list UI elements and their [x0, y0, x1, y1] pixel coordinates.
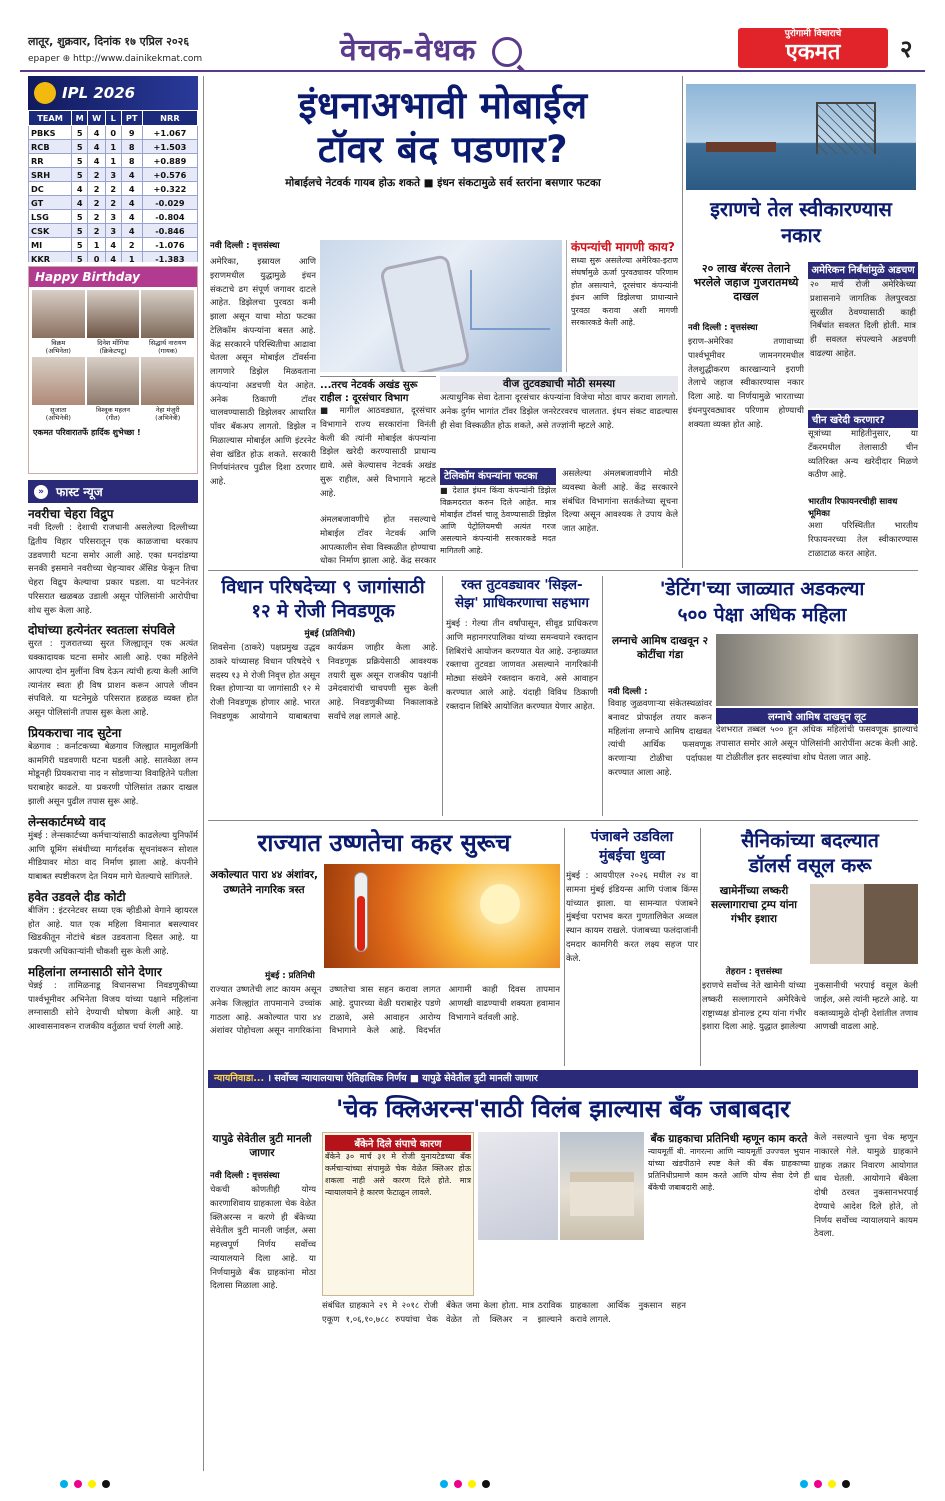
heat-byline: मुंबई : प्रतिनिधी: [265, 971, 315, 981]
demand-box-body: सध्या सुरू असलेल्या अमेरिका-इराण संघर्षामुळे ऊर्जा पुरवठ्यावर परिणाम होत असल्याने, दूरसंचार कंपन्यांनी इंधन आणि डिझेलचा प्राधान्याने पुरवठा करावा अशी मागणी सरकारकडे केली आहे.: [571, 256, 678, 327]
us-sanctions-body: २० मार्च रोजी अमेरिकेच्या प्रशासनाने जागतिक तेलपुरवठा सुरळीत ठेवण्यासाठी काही निर्बंधांत सवलत दिली होती. मात्र ही सवलत संपल्याने अडचणी वाढल्या आहेत.: [810, 280, 916, 359]
epaper-line: [28, 54, 202, 64]
ipl-cell: +0.576: [142, 168, 197, 182]
fast-news-body: मुंबई : लेन्सकार्टच्या कर्मचाऱ्यांसाठी काढलेल्या युनिफॉर्म आणि ग्रूमिंग संबंधीच्या मार्गदर्शक सूचनांवरून सोशल मीडियावर मोठा वाद निर्माण झाला आहे. कंपनीने याबाबत स्पष्टीकरण देत नियम मागे घेतल्याचे सांगितले.: [28, 830, 198, 883]
ipl-team-row: [29, 238, 198, 252]
fast-news-head: नवरीचा चेहरा विद्रुप: [28, 507, 114, 521]
birthday-photo: [141, 357, 194, 405]
birthday-box: [28, 266, 198, 474]
ipl-team-row: [29, 154, 198, 168]
ipl-team-row: [29, 252, 198, 263]
court-strip-label: न्यायनिवाडा...: [214, 1073, 265, 1084]
ipl-cell: 5: [72, 126, 88, 140]
ipl-cell: 4: [72, 182, 88, 196]
strike-box-body: बँकेने ३० मार्च ३१ मे रोजी युनायटेडच्या बँक कर्मचाऱ्यांच्या संपामुळे चेक वेळेत क्लिअर होऊ शकला नाही असे कारण दिले होते. मात्र न्यायालयाने हे कारण फेटाळून लावले.: [325, 1152, 471, 1197]
fast-news-item: [28, 622, 198, 721]
court-building-icon: [570, 1172, 634, 1216]
ipl-cell: 2: [88, 196, 106, 210]
birthday-person: [141, 290, 194, 355]
ipl-cell: -0.804: [142, 210, 197, 224]
ipl-cell: 3: [105, 210, 121, 224]
ipl-header: [28, 76, 198, 110]
birthday-name: विश्वूक महलन: [95, 406, 131, 414]
lead-subtitle: मोबाईलचे नेटवर्क गायब होऊ शकते ■ इंधन संकटामुळे सर्व स्तरांना बसणार फटका: [285, 177, 601, 189]
heat-body: राज्यात उष्णतेची लाट कायम असून अनेक जिल्ह्यांत तापमानाने उच्चांक गाठला आहे. अकोल्यात पारा ४४ अंशांवर पोहोचला असून नागरिकांना उष्णतेचा त्रास सहन करावा लागत आहे. दुपारच्या वेळी घराबाहेर पडणे टाळावे, असे आवाहन आरोग्य विभागाने केले आहे. विदर्भात आगामी काही दिवस तापमान आणखी वाढण्याची शक्यता हवामान विभागाने वर्तवली आहे.: [210, 985, 560, 1037]
ipl-cell: 5: [72, 252, 88, 263]
ipl-cell: 1: [105, 140, 121, 154]
ipl-logo-icon: [34, 82, 56, 104]
telecom-box-title: टेलिकॉम कंपन्यांना फटका: [440, 468, 556, 485]
fast-news-item: [28, 889, 198, 960]
vidhan-headline: विधान परिषदेच्या ९ जागांसाठी १२ मे रोजी निवडणूक: [221, 577, 425, 622]
ipl-cell: 4: [105, 238, 121, 252]
refiner-box-body: अशा परिस्थितीत भारतीय रिफायनरच्या तेल स्वीकारण्यास टाळाटाळ करत आहेत.: [808, 521, 918, 559]
ipl-cell: 0: [105, 126, 121, 140]
heat-headline: राज्यात उष्णतेचा कहर सुरूच: [257, 829, 511, 857]
ipl-cell: 4: [121, 224, 142, 238]
punjab-headline: पंजाबने उडविला मुंबईचा धुव्वा: [590, 829, 674, 864]
dating-headline: 'डेटिंग'च्या जाळ्यात अडकल्या ५०० पेक्षा अधिक महिला: [659, 578, 865, 626]
ipl-table-header: [29, 111, 198, 126]
fast-news-head: दोघांच्या हत्येनंतर स्वतःला संपविले: [28, 623, 175, 638]
fast-news-body: बीजिंग : इंटरनेटवर सध्या एक व्हीडीओ वेगाने व्हायरल होत आहे. यात एक महिला विमानात बसल्यावर खिडकीतून नोटांचे बंडल उडवताना दिसत आहे. या प्रकरणी अधिकाऱ्यांनी चौकशी सुरू केली आहे.: [28, 905, 198, 958]
lead-body: अमेरिका, इस्रायल आणि इराणमधील युद्धामुळे इंधन संकटाचे ढग संपूर्ण जगावर दाटले आहेत. डिझेलचा पुरवठा कमी झाला असून याचा मोठा फटका टेलिकॉम कंपन्यांना बसत आहे. केंद्र सरकारने परिस्थितीचा आढावा घेतला असून मोबाईल टॉवर्सना लागणारे डिझेल मिळवताना कंपन्यांना अडचणी येत आहेत. अनेक ठिकाणी टॉवर चालवण्यासाठी डिझेलवर आधारित पॉवर बॅकअप लागतो. डिझेल न मिळाल्यास मोबाईल आणि इंटरनेट सेवा खंडित होऊ शकते. सरकारी निर्णयांनंतरच पुढील दिशा ठरणार आहे.: [210, 257, 316, 488]
epaper-url[interactable]: http://www.dainikekmat.com: [73, 54, 203, 64]
ipl-cell: 5: [72, 210, 88, 224]
fast-news-head: लेन्सकार्टमध्ये वाद: [28, 814, 106, 829]
soldier-sub: खामेनींच्या लष्करी सल्लागाराचा ट्रम्प यांना गंभीर इशारा: [711, 885, 797, 925]
china-box-body: सूत्रांच्या माहितीनुसार, या टँकरमधील तेलासाठी चीन व्यतिरिक्त अन्य खरेदीदार मिळणे कठीण आहे.: [808, 429, 918, 481]
ipl-cell: 2: [88, 210, 106, 224]
chart-graphic-icon: [470, 270, 550, 330]
telecom-box: [440, 468, 556, 566]
fast-news-head: महिलांना लग्नासाठी सोने देणार: [28, 964, 162, 979]
sun-icon: [480, 884, 520, 924]
ipl-cell: 4: [88, 140, 106, 154]
china-box-title: चीन खरेदी करणार?: [808, 410, 918, 428]
birthday-role: (क्रिकेटपटू): [99, 347, 127, 355]
fast-news: [28, 480, 198, 1470]
dating-body-1: विवाह जुळवणाऱ्या संकेतस्थळांवर बनावट प्रोफाईल तयार करून महिलांना लग्नाचे आमिष दाखवत त्यांची आर्थिक फसवणूक करणाऱ्या टोळीचा पर्दाफाश करण्यात आला आहे.: [608, 699, 712, 778]
ipl-cell: 4: [72, 196, 88, 210]
arrest-photo: [716, 634, 918, 706]
birthday-name: विक्रम: [51, 339, 66, 347]
chevron-icon: »: [34, 485, 48, 499]
birthday-photo: [32, 357, 85, 405]
soldier-body: इराणचे सर्वोच्च नेते खामेनी यांच्या लष्करी सल्लागाराने अमेरिकेचे राष्ट्राध्यक्ष डोनाल्ड ट्रम्प यांना गंभीर इशारा दिला आहे. युद्धात झालेल्या नुकसानीची भरपाई वसूल केली जाईल, असे त्यांनी म्हटले आहे. या वक्तव्यामुळे दोन्ही देशांतील तणाव आणखी वाढला आहे.: [702, 981, 918, 1033]
ipl-cell: 1: [105, 154, 121, 168]
ipl-cell: 2: [88, 168, 106, 182]
ipl-cell: 1: [88, 238, 106, 252]
ipl-cell: PBKS: [29, 126, 72, 140]
birthday-person: [32, 290, 85, 355]
fast-news-body: चेन्नई : तामिळनाडू विधानसभा निवडणुकीच्या पार्श्वभूमीवर अभिनेता विजय यांच्या पक्षाने महिलांना लग्नासाठी सोने देण्याची घोषणा केली आहे. या आश्वासनावरून राजकीय वर्तुळात चर्चा रंगली आहे.: [28, 980, 198, 1033]
power-box-title: वीज तुटवड्याची मोठी समस्या: [440, 376, 678, 392]
phone-icon: [379, 254, 471, 372]
agent-box: [648, 1132, 810, 1296]
cheque-body-right: केले नसल्याने चुना चेक म्हणून नाकारले गेले. यामुळे ग्राहकाने ग्राहक तक्रार निवारण आयोगात धाव घेतली. आयोगाने बँकेला दोषी ठरवत नुकसानभरपाई देण्याचे आदेश दिले होते, तो निर्णय सर्वोच्च न्यायालयाने कायम ठेवला.: [814, 1133, 918, 1240]
ipl-team-row: [29, 210, 198, 224]
refiner-box: [808, 496, 918, 566]
thermometer-icon: [354, 872, 368, 952]
birthday-role: (गीत): [105, 414, 121, 422]
birthday-role: (अभिनेत्री): [155, 414, 181, 422]
iran-body: इराण-अमेरिका तणावाच्या पार्श्वभूमीवर जामनगरमधील तेलशुद्धीकरण कारखान्याने इराणी तेलाचे जहाज स्वीकारण्यास नकार दिला आहे. या निर्णयामुळे भारताच्या इंधनपुरवठ्यावर परिणाम होण्याची शक्यता व्यक्त होत आहे.: [688, 337, 804, 430]
demand-box-title: कंपन्यांची मागणी काय?: [571, 240, 675, 254]
fast-news-item: [28, 725, 198, 810]
ipl-team-row: [29, 224, 198, 238]
masthead: [0, 0, 945, 72]
ipl-cell: 4: [121, 210, 142, 224]
ipl-cell: 0: [88, 252, 106, 263]
iran-sub: २० लाख बॅरल्स तेलाने भरलेले जहाज गुजरातमध्ये दाखल: [693, 262, 799, 303]
fast-news-head: प्रियकराचा नाद सुटेना: [28, 725, 122, 740]
birthday-name: दिनेश मोंगिया: [97, 339, 129, 347]
leaders-photo: [810, 884, 918, 964]
birthday-photo: [87, 290, 140, 338]
globe-icon: ⊕: [62, 54, 71, 64]
lead-headline: इंधनाअभावी मोबाईल टॉवर बंद पडणार?: [298, 84, 588, 171]
ipl-cell: 5: [72, 224, 88, 238]
punjab-body: मुंबई : आयपीएल २०२६ मधील २४ वा सामना मुंबई इंडियन्स आणि पंजाब किंग्स यांच्यात झाला. या सामन्यात पंजाबने मुंबईचा पराभव करत गुणतालिकेत अव्वल स्थान कायम राखले. पंजाबच्या फलंदाजांनी दमदार कामगिरी करत लक्ष्य सहज पार केले.: [566, 871, 698, 964]
ipl-cell: 5: [72, 238, 88, 252]
ipl-points-table: [28, 76, 198, 262]
fast-news-body: बेळगाव : कर्नाटकच्या बेळगाव जिल्ह्यात मामुलकिंगी कामगिरी घडवणारी घटना घडली आहे. सातवेळा लग्न मोडूनही प्रियकराचा नाद न सोडणाऱ्या विवाहितेने पतीला घराबाहेर काढले. या प्रकरणी पोलिसांत तक्रार दाखल झाली असून पुढील तपास सुरू आहे.: [28, 741, 198, 808]
ipl-cell: 4: [88, 154, 106, 168]
iran-headline: इराणचे तेल स्वीकारण्यास नकार: [710, 197, 892, 247]
dot-box-body: ■ मागील आठवड्यात, दूरसंचार विभागाने राज्य सरकारांना विनंती केली की त्यांनी मोबाईल कंपन्यांना डिझेल खरेदी करण्यासाठी प्राधान्य द्यावे. असे केल्यासच नेटवर्क अखंड सुरू राहील, असे विभागाने म्हटले आहे.: [320, 406, 436, 499]
birthday-name: सिद्धार्थ नारायण: [149, 339, 187, 347]
birthday-name: नेहा मंजुरी: [155, 406, 180, 414]
birthday-role: (अभिनेत्री): [45, 414, 71, 422]
ipl-team-row: [29, 182, 198, 196]
epaper-label: epaper: [28, 54, 60, 64]
ipl-col-header: W: [88, 111, 106, 126]
birthday-person: [32, 357, 85, 422]
paper-logo: पुरोगामी विचाराचे एकमत: [738, 28, 888, 68]
ipl-cell: 2: [88, 224, 106, 238]
birthday-name: सुजाता: [50, 406, 67, 414]
ipl-col-header: M: [72, 111, 88, 126]
ipl-cell: 4: [105, 252, 121, 263]
dating-sub: लग्नाचे आमिष दाखवून २ कोटींचा गंडा: [611, 635, 709, 661]
court-strip: [208, 1070, 918, 1088]
fast-news-header: » फास्ट न्यूज: [28, 480, 198, 503]
ipl-cell: 9: [121, 126, 142, 140]
power-box-body: अत्याधुनिक सेवा देताना दूरसंचार कंपन्यांना विजेचा मोठा वापर करावा लागतो. अनेक दुर्गम भागांत टॉवर डिझेल जनरेटरवरच चालतात. इंधन संकट वाढल्यास ही सेवा विस्कळीत होऊ शकते, असे तज्ज्ञांनी म्हटले आहे.: [440, 393, 678, 431]
china-box: [808, 410, 918, 494]
ipl-col-header: L: [105, 111, 121, 126]
date-line: लातूर, शुक्रवार, दिनांक १७ एप्रिल २०२६: [28, 35, 190, 48]
lead-mid-body: अंमलबजावणीचे होत नसल्याचे मोबाईल टॉवर नेटवर्क आणि आपत्कालीन सेवा विस्कळीत होण्याचा धोका निर्माण झाला आहे. केंद्र सरकार: [320, 515, 436, 567]
ipl-cell: CSK: [29, 224, 72, 238]
fast-news-body: सुरत : गुजरातच्या सुरत जिल्ह्यातून एक अत्यंत धक्कादायक घटना समोर आली आहे. एका महिलेने आपल्या दोन मुलींना विष देऊन त्यांची हत्या केली आणि त्यानंतर स्वतः ही विष प्राशन करून आपले जीवन संपविले. या घटनेमुळे परिसरात हळहळ व्यक्त होत असून पोलिसांनी तपास सुरू केला आहे.: [28, 639, 198, 719]
us-sanctions-title: अमेरिकन निर्बंधांमुळे अडचण: [808, 262, 918, 279]
iran-byline: नवी दिल्ली : वृत्तसंस्था: [688, 323, 758, 333]
cheque-body: चेकची कोणतीही योग्य कारणाशिवाय ग्राहकाला चेक वेळेत क्लिअरन्स न करणे ही बँकेच्या सेवेतील त्रुटी मानली जाईल, असा महत्त्वपूर्ण निर्णय सर्वोच्च न्यायालयाने दिला आहे. या निर्णयामुळे बँक ग्राहकांना मोठा दिलासा मिळाला आहे.: [210, 1185, 316, 1292]
cheque-image: [478, 1132, 558, 1240]
cheque-sub: यापुढे सेवेतील त्रुटी मानली जाणार: [212, 1133, 312, 1159]
lead-phone-image: [320, 240, 562, 372]
birthday-photo: [141, 290, 194, 338]
ipl-cell: -0.029: [142, 196, 197, 210]
ipl-cell: -1.076: [142, 238, 197, 252]
ipl-cell: 8: [121, 154, 142, 168]
lead-byline: नवी दिल्ली : वृत्तसंस्था: [210, 241, 280, 251]
tanker-icon: [706, 142, 776, 152]
ipl-col-header: PT: [121, 111, 142, 126]
fast-news-head: हवेत उडवले दीड कोटी: [28, 889, 126, 904]
fast-news-item: [28, 506, 198, 618]
lead-tail-body: असलेल्या अंमलबजावणीने मोठी व्यवस्था केली आहे. केंद्र सरकारने संबंधित विभागांना सतर्कतेच्या सूचना दिल्या असून आवश्यक ते उपाय केले जात आहेत.: [562, 469, 678, 535]
ipl-cell: GT: [29, 196, 72, 210]
ipl-cell: 2: [121, 238, 142, 252]
power-box: [440, 376, 678, 466]
ipl-cell: +1.503: [142, 140, 197, 154]
ipl-cell: 4: [121, 182, 142, 196]
ipl-table: [28, 110, 198, 262]
cheque-headline: 'चेक क्लिअरन्स'साठी विलंब झाल्यास बँक जबाबदार: [336, 1095, 790, 1123]
agent-box-body: न्यायमूर्ती बी. नागरत्ना आणि न्यायमूर्ती उज्ज्वल भुयान यांच्या खंडपीठाने स्पष्ट केले की बँक ग्राहकाच्या प्रतिनिधीप्रमाणे काम करते आणि योग्य सेवा देणे ही बँकेची जबाबदारी आहे.: [648, 1147, 810, 1192]
birthday-title: Happy Birthday: [29, 267, 197, 287]
ipl-col-header: TEAM: [29, 111, 72, 126]
ipl-cell: 2: [105, 196, 121, 210]
dating-body-2: देशभरात तब्बल ५०० हून अधिक महिलांची फसवणूक झाल्याचे तपासात समोर आले असून पोलिसांनी आरोपींना अटक केली आहे. या टोळीतील इतर सदस्यांचा शोध घेतला जात आहे.: [716, 725, 918, 763]
ipl-cell: 2: [105, 182, 121, 196]
ipl-cell: +0.322: [142, 182, 197, 196]
dot-box-title: ...तरच नेटवर्क अखंड सुरू राहील : दूरसंचार विभाग: [320, 380, 418, 404]
dating-byline: नवी दिल्ली :: [608, 687, 648, 697]
ipl-cell: +1.067: [142, 126, 197, 140]
ipl-cell: 3: [105, 168, 121, 182]
ipl-team-row: [29, 140, 198, 154]
birthday-person: [141, 357, 194, 422]
ipl-cell: 5: [72, 168, 88, 182]
arrest-caption: लग्नाचे आमिष दाखवून लूट: [716, 708, 918, 724]
ipl-cell: 3: [105, 224, 121, 238]
ipl-cell: RCB: [29, 140, 72, 154]
ipl-table-body: [29, 126, 198, 263]
blood-headline: रक्त तुटवड्यावर 'सिझ्ल- सेझ' प्राधिकरणाचा सहभाग: [455, 577, 589, 611]
agent-box-title: बँक ग्राहकाचा प्रतिनिधी म्हणून काम करते: [650, 1133, 808, 1145]
vidhan-byline: मुंबई (प्रतिनिधी): [304, 629, 356, 639]
birthday-person: [87, 290, 140, 355]
birthday-wish: एकमत परिवारातर्फे हार्दिक शुभेच्छा !: [33, 428, 141, 437]
demand-box: [566, 240, 678, 372]
ipl-cell: MI: [29, 238, 72, 252]
birthday-photo: [87, 357, 140, 405]
thermometer-image: [324, 864, 560, 968]
heat-sub: अकोल्यात पारा ४४ अंशांवर, उष्णतेने नागरिक त्रस्त: [210, 869, 318, 896]
strike-box-title: बँकेने दिले संपाचे कारण: [325, 1135, 471, 1151]
ipl-cell: 4: [121, 168, 142, 182]
blood-body: मुंबई : गेल्या तीन वर्षांपासून, सीवूड प्राधिकरण आणि महानगरपालिका यांच्या समन्वयाने रक्तदान शिबिरांचे आयोजन करण्यात येत आहे. उन्हाळ्यात रक्ताचा तुटवडा जाणवत असल्याने नागरिकांनी मोठ्या संख्येने रक्तदान करावे, असे आवाहन करण्यात आले आहे. यंदाही विविध ठिकाणी रक्तदान शिबिरे आयोजित करण्यात येणार आहेत.: [446, 619, 598, 712]
print-registration-marks: [0, 1474, 945, 1501]
ipl-cell: -1.383: [142, 252, 197, 263]
fast-news-item: [28, 814, 198, 885]
soldier-headline: सैनिकांच्या बदल्यात डॉलर्स वसूल करू: [741, 829, 879, 877]
birthday-person: [87, 357, 140, 422]
ipl-cell: LSG: [29, 210, 72, 224]
oil-rig-image: [686, 84, 916, 190]
ipl-cell: 2: [88, 182, 106, 196]
ipl-cell: 4: [88, 126, 106, 140]
ipl-cell: 5: [72, 154, 88, 168]
fast-news-list: [28, 503, 198, 1035]
court-strip-text: । सर्वोच्च न्यायालयाचा ऐतिहासिक निर्णय ■ यापुढे सेवेतील त्रुटी मानली जाणार: [267, 1073, 538, 1084]
vidhan-body: शिवसेना (ठाकरे) पक्षप्रमुख उद्धव ठाकरे यांच्यासह विधान परिषदेचे ९ सदस्य १३ मे रोजी निवृत्त होत असून रिक्त होणाऱ्या या जागांसाठी १२ मे रोजी निवडणूक होणार आहे. भारत निवडणूक आयोगाने याबाबतचा कार्यक्रम जाहीर केला आहे. निवडणूक प्रक्रियेसाठी आवश्यक तयारी सुरू असून राजकीय पक्षांनी उमेदवारांची चाचपणी सुरू केली आहे. निवडणुकीच्या निकालाकडे सर्वांचे लक्ष लागले आहे.: [210, 643, 438, 722]
ipl-team-row: [29, 126, 198, 140]
ipl-team-row: [29, 168, 198, 182]
cheque-body-mid: संबंधित ग्राहकाने २९ मे २०१८ रोजी एकूण १,०६,१०,७८८ रुपयांचा चेक बँकेत जमा केला होता. मात्र ठराविक वेळेत तो क्लिअर न झाल्याने ग्राहकाला आर्थिक नुकसान सहन करावे लागले.: [322, 1301, 686, 1325]
birthday-photo: [32, 290, 85, 338]
us-sanctions-box: [808, 262, 918, 408]
birthday-role: (गायक): [158, 347, 178, 355]
strike-box: [322, 1132, 474, 1296]
magnifier-icon: [492, 37, 522, 67]
section-title: वेचक-वेधक: [340, 28, 522, 69]
ipl-cell: 4: [121, 196, 142, 210]
fast-news-body: नवी दिल्ली : देशाची राजधानी असलेल्या दिल्लीच्या द्वितीय विहार परिसरातून एक काळजाचा थरकाप उडवणारी घटना समोर आली आहे. एका धनदांडग्या सनकी इसमाने नवरीच्या चेहऱ्यावर ॲसिड फेकून तिचा चेहरा विद्रुप केल्याचा प्रकार घडला. या घटनेनंतर परिसरात खळबळ उडाली असून पोलिसांनी आरोपीचा शोध सुरू केला आहे.: [28, 523, 198, 616]
ipl-cell: RR: [29, 154, 72, 168]
soldier-byline: तेहरान : वृत्तसंस्था: [725, 967, 783, 977]
ipl-team-row: [29, 196, 198, 210]
birthday-grid: [29, 287, 197, 425]
supreme-court-image: [560, 1132, 644, 1240]
ipl-col-header: NRR: [142, 111, 197, 126]
telecom-box-body: ■ देशात इंधन किंवा कंपन्यांनी डिझेल विक्रमदरात करुन दिले आहेत. मात्र मोबाईल टॉवर्स चालू ठेवण्यासाठी डिझेल आणि पेट्रोलियमची अत्यंत गरज असल्याने कंपन्यांनी सरकारकडे मदत मागितली आहे.: [440, 486, 556, 555]
ipl-cell: KKR: [29, 252, 72, 263]
page-number: २: [900, 35, 913, 63]
ipl-cell: 1: [121, 252, 142, 263]
oil-rig-icon: [816, 102, 876, 154]
birthday-role: (अभिनेता): [45, 347, 71, 355]
fast-news-item: [28, 964, 198, 1035]
ipl-cell: -0.846: [142, 224, 197, 238]
refiner-box-title: भारतीय रिफायनरचीही सावध भूमिका: [808, 497, 898, 519]
cheque-byline: नवी दिल्ली : वृत्तसंस्था: [210, 1171, 280, 1181]
ipl-cell: SRH: [29, 168, 72, 182]
ipl-cell: DC: [29, 182, 72, 196]
ipl-title: IPL 2026: [62, 84, 136, 102]
ipl-cell: 5: [72, 140, 88, 154]
ipl-cell: +0.889: [142, 154, 197, 168]
ipl-cell: 8: [121, 140, 142, 154]
